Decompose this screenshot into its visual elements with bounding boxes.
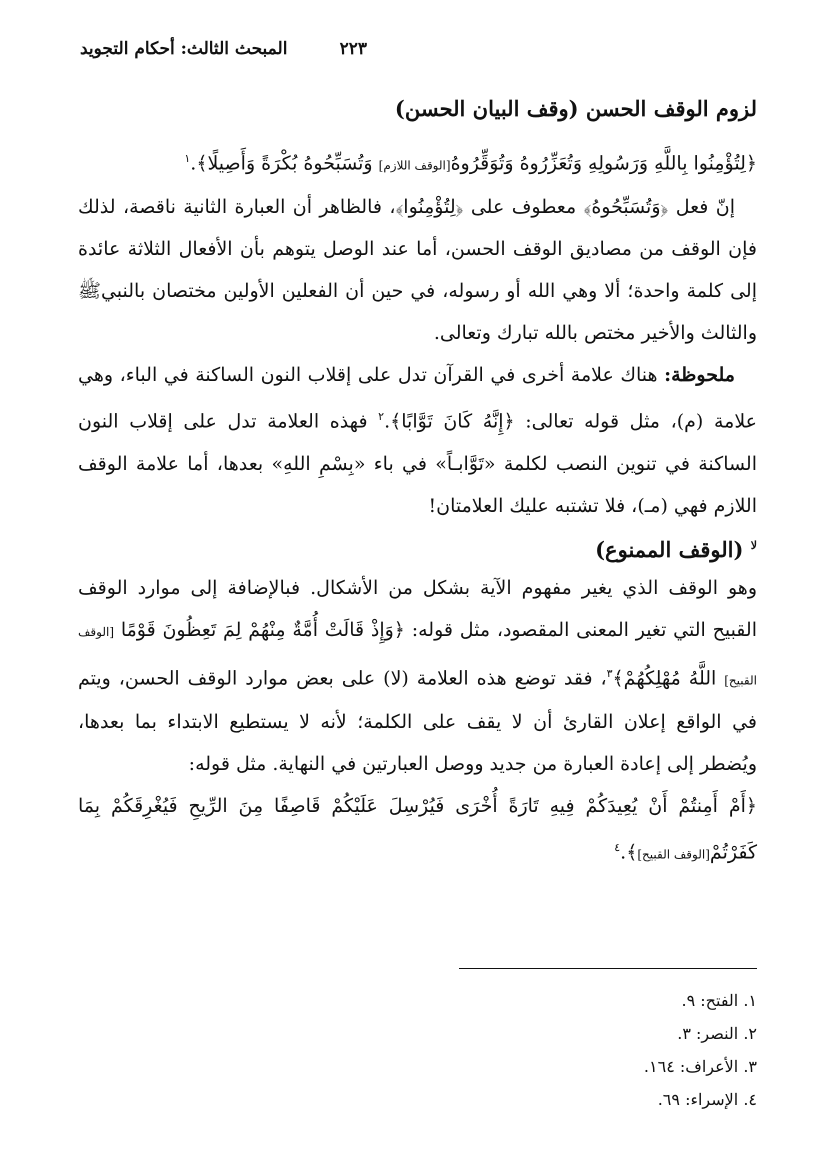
section1-paragraph: إنّ فعل ﴿وَتُسَبِّحُوهُ﴾ معطوف على ﴿لِتُؤْمِنُوا﴾، فالظاهر أن العبارة الثانية ناقصة، لذلك فإن الوقف من مصاديق الوقف الحسن، أما عند الوصل يتوهم بأن الأفعال الثلاثة عائدة إلى كلمة واحدة؛ ألا وهي الله أو رسوله، في حين أن الفعلين الأولين مختصان بالنبيﷺ والثالث والأخير مختص بالله تبارك وتعالى. [78,196,757,345]
stop-sign-mark: لا [750,538,757,552]
note-label: ملحوظة: [664,364,735,387]
verse-stop-mark: [الوقف اللازم] [378,158,451,173]
footnote-item: ٣. الأعراف: ١٦٤. [643,1057,757,1076]
page-number: ٢٢٣ [339,39,367,59]
section2-paragraph [78,567,757,785]
section1-heading: لزوم الوقف الحسن (وقف البيان الحسن) [394,96,757,121]
paragraph-text: اللَّهُ مُهْلِكُهُمْ﴾ [612,666,717,689]
footnote-item: ٤. الإسراء: ٦٩. [657,1090,757,1109]
section2-heading-text: (الوقف الممنوع) [595,536,744,562]
main-content [78,92,757,875]
footnote-item: ٢. النصر: ٣. [677,1024,757,1043]
footnote-divider [459,968,757,969]
note-text-cont: فهذه العلامة تدل على إقلاب النون الساكنة في تنوين النصب لكلمة «تَوَّابـاً» في باء «بِسْمِ اللهِ» بعدها، أما علامة الوقف اللازم فهي (مـ)، فلا تشتبه عليك العلامتان! [78,410,757,517]
footnote-ref: ١ [184,152,191,165]
footnote-ref: ٣ [606,666,613,680]
paragraph-text: وهو الوقف الذي يغير مفهوم الآية بشكل من الأشكال. فبالإضافة إلى موارد الوقف القبيح التي تغير المعنى المقصود، مثل قوله: ﴿وَإِذْ قَالَتْ أُمَّةٌ مِنْهُمْ لِمَ تَعِظُونَ قَوْمًا [78,576,757,641]
verse-stop-mark: [الوقف القبيح] [637,847,710,862]
section2-heading [78,529,757,567]
verse-text-end: وَتُسَبِّحُوهُ بُكْرَةً وَأَصِيلًا﴾. [190,152,373,175]
section1-verse [78,138,757,186]
verse-text-end: ﴾. [620,841,638,864]
verse-stop-mark: [الوقف القبيح] [78,624,757,687]
note-paragraph [78,354,757,526]
footnote-ref: ٢ [378,410,385,424]
verse-text: ﴿لِتُؤْمِنُوا بِاللَّهِ وَرَسُولِهِ وَتُعَزِّرُوهُ وَتُوَقِّرُوهُ [450,152,757,175]
paragraph-text: ، فقد توضع هذه العلامة (لا) على بعض موارد الوقف الحسن، ويتم في الواقع إعلان القارئ أن لا يقف على الكلمة؛ لأنه لا يستطيع الابتداء بما بعدها، ويُضطر إلى إعادة العبارة من جديد ووصل العبارتين في النهاية. مثل قوله: [78,666,757,775]
note-text: هناك علامة أخرى في القرآن تدل على إقلاب النون الساكنة في الباء، وهي علامة (م)، مثل قوله تعالى: ﴿إِنَّهُ كَانَ تَوَّابًا﴾. [78,364,757,433]
footnote-item: ١. الفتح: ٩. [681,991,757,1010]
section2-verse [78,785,757,875]
page-header [80,36,367,62]
verse-text: ﴿أَمْ أَمِنتُمْ أَنْ يُعِيدَكُمْ فِيهِ تَارَةً أُخْرَى فَيُرْسِلَ عَلَيْكُمْ قَاصِفًا مِنَ الرِّيحِ فَيُغْرِقَكُمْ بِمَا كَفَرْتُمْ [78,794,757,864]
footnotes-list [644,984,757,1116]
footnote-ref: ٤ [614,840,621,854]
chapter-title: المبحث الثالث: أحكام التجويد [80,39,288,59]
